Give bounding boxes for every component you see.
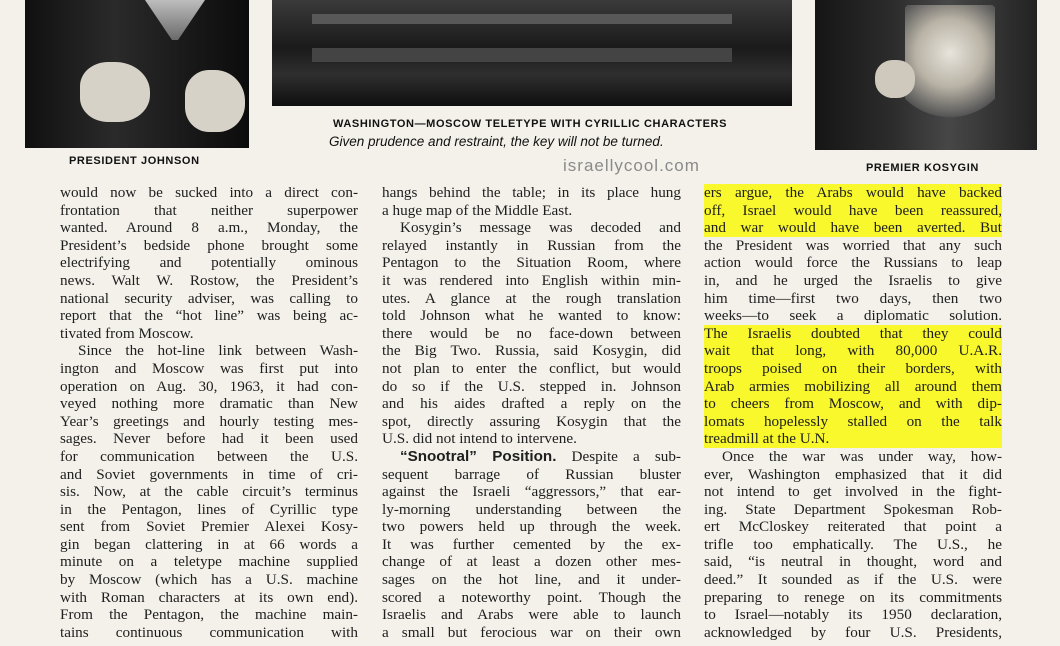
text-line: him time—first two days, then two: [704, 289, 1002, 307]
article-column-2: [382, 184, 681, 641]
article-column-3: [704, 184, 1002, 641]
text-line: change of at least a dozen other mes-: [382, 553, 681, 571]
highlighted-line: ers argue, the Arabs would have backed: [704, 184, 1002, 201]
text-line: spot, directly assuring Kosygin that the: [382, 412, 681, 430]
text-line: a huge map of the Middle East.: [382, 201, 573, 219]
text-line: electrifying and potentially ominous: [60, 254, 358, 272]
flowers: [905, 5, 995, 125]
text-line: the President was worried that any such: [704, 236, 1002, 254]
text-line: with Roman characters at its own end).: [60, 588, 358, 606]
right-hand: [185, 70, 245, 132]
text-line: gin began clattering in at 66 words a: [60, 535, 358, 553]
text-line: would now be sucked into a direct con-: [60, 184, 358, 201]
text-line: Kosygin’s message was decoded and: [400, 219, 681, 237]
text-line: Pentagon to the Situation Room, where: [382, 254, 681, 272]
text-line: frontation that neither superpower: [60, 201, 358, 219]
text-line: relayed instantly in Russian from the: [382, 236, 681, 254]
text-line: a small but ferocious war on their own: [382, 623, 681, 641]
text-line: not intend to get involved in the fight-: [704, 483, 1002, 501]
text-line: national security adviser, was calling to: [60, 289, 358, 307]
text-line: sent from Soviet Premier Alexei Kosy-: [60, 518, 358, 536]
highlighted-line: The Israelis doubted that they could: [704, 324, 1002, 342]
runin-line: [382, 448, 681, 466]
text-line: sequent barrage of Russian bluster: [382, 465, 681, 483]
text-line: Israelis and Arabs were able to launch: [382, 606, 681, 624]
highlighted-line: wait that long, with 80,000 U.A.R.: [704, 342, 1002, 360]
text-line: to Israel—notably its 1950 declaration,: [704, 606, 1002, 624]
text-line: utes. A glance at the rough translation: [382, 289, 681, 307]
text-line: news. Walt W. Rostow, the President’s: [60, 271, 358, 289]
text-line: Once the war was under way, how-: [722, 447, 1002, 465]
text-line: report that the “hot line” was being ac-: [60, 307, 358, 325]
photo-teletype-machine: [272, 0, 792, 106]
runin-rest: Despite a sub-: [556, 447, 681, 465]
text-line: hangs behind the table; in its place hung: [382, 184, 681, 201]
text-line: preparing to renege on its commitments: [704, 588, 1002, 606]
article-column-1: [60, 184, 358, 641]
text-line: there would be no face-down between: [382, 324, 681, 342]
text-line: by Moscow (which has a U.S. machine: [60, 571, 358, 589]
text-line: for communication between the U.S.: [60, 447, 358, 465]
text-line: It was further cemented by the ex-: [382, 535, 681, 553]
runin-heading: “Snootral” Position.: [400, 447, 557, 465]
watermark: israellycool.com: [563, 156, 700, 175]
caption-johnson: PRESIDENT JOHNSON: [69, 155, 200, 167]
caption-teletype-heading: WASHINGTON—MOSCOW TELETYPE WITH CYRILLIC CHARACTERS: [333, 118, 728, 130]
text-line: Year’s greetings and hourly testing mes-: [60, 412, 358, 430]
text-line: do so if the U.S. stepped in. Johnson: [382, 377, 681, 395]
text-line: sages. Never before had it been used: [60, 430, 358, 448]
text-line: in, and he urged the Israelis to give: [704, 271, 1002, 289]
highlighted-line: lomats hopelessly stalled on the talk: [704, 412, 1002, 430]
text-line: veyed nothing more dramatic than New: [60, 395, 358, 413]
text-line: operation on Aug. 30, 1963, it had con-: [60, 377, 358, 395]
text-line: trifle too emphatically. The U.S., he: [704, 535, 1002, 553]
photo-premier-kosygin: [815, 0, 1037, 150]
text-line: and Soviet governments in time of cri-: [60, 465, 358, 483]
text-line: ly-morning understanding between the: [382, 500, 681, 518]
text-line: not plan to enter the conflict, but would: [382, 359, 681, 377]
text-line: ever, Washington emphasized that it did: [704, 465, 1002, 483]
text-line: action would force the Russians to leap: [704, 254, 1002, 272]
teletype-bar: [312, 14, 732, 24]
text-line: minute on a teletype machine supplied: [60, 553, 358, 571]
text-line: sages on the hot line, and it under-: [382, 571, 681, 589]
text-line: ing. State Department Spokesman Rob-: [704, 500, 1002, 518]
text-line: From the Pentagon, the machine main-: [60, 606, 358, 624]
text-line: Since the hot-line link between Wash-: [78, 342, 358, 360]
highlighted-line: Arab armies mobilizing all around them: [704, 377, 1002, 395]
text-line: against the Israeli “aggressors,” that ear-: [382, 483, 681, 501]
teletype-bar: [312, 48, 732, 62]
text-line: said, “is neutral in thought, word and: [704, 553, 1002, 571]
caption-teletype-subtitle: Given prudence and restraint, the key will not be turned.: [329, 134, 664, 149]
text-line: it was rendered into English within min-: [382, 271, 681, 289]
text-line: ert McCloskey reiterated that point a: [704, 518, 1002, 536]
text-line: President’s bedside phone brought some: [60, 236, 358, 254]
highlighted-line: and war would have been averted. But: [704, 219, 1002, 237]
left-hand: [80, 62, 150, 122]
caption-kosygin: PREMIER KOSYGIN: [866, 162, 979, 174]
text-line: deed.” It sounded as if the U.S. were: [704, 571, 1002, 589]
highlighted-line: off, Israel would have been reassured,: [704, 201, 1002, 219]
highlighted-line: treadmill at the U.N.: [704, 430, 1002, 448]
text-line: told Johnson what he wanted to know:: [382, 307, 681, 325]
text-line: weeks—to seek a diplomatic solution.: [704, 307, 1002, 325]
text-line: the Big Two. Russia, said Kosygin, did: [382, 342, 681, 360]
text-line: U.S. did not intend to intervene.: [382, 430, 577, 448]
text-line: and his aides drafted a reply on the: [382, 395, 681, 413]
text-line: in the Pentagon, lines of Cyrillic type: [60, 500, 358, 518]
highlighted-line: to cheers from Moscow, and with dip-: [704, 395, 1002, 413]
text-line: tains continuous communication with: [60, 623, 358, 641]
photo-president-johnson: [25, 0, 249, 148]
text-line: scored a noteworthy point. Though the: [382, 588, 681, 606]
text-line: ington and Moscow was first put into: [60, 359, 358, 377]
text-line: sis. Now, at the cable circuit’s terminus: [60, 483, 358, 501]
shirt-detail: [145, 0, 205, 40]
hand: [875, 60, 915, 98]
highlighted-line: troops poised on their borders, with: [704, 359, 1002, 377]
text-line: wanted. Around 8 a.m., Monday, the: [60, 219, 358, 237]
text-line: tivated from Moscow.: [60, 324, 194, 342]
text-line: two powers held up through the week.: [382, 518, 681, 536]
text-line: acknowledged by four U.S. Presidents,: [704, 623, 1002, 641]
